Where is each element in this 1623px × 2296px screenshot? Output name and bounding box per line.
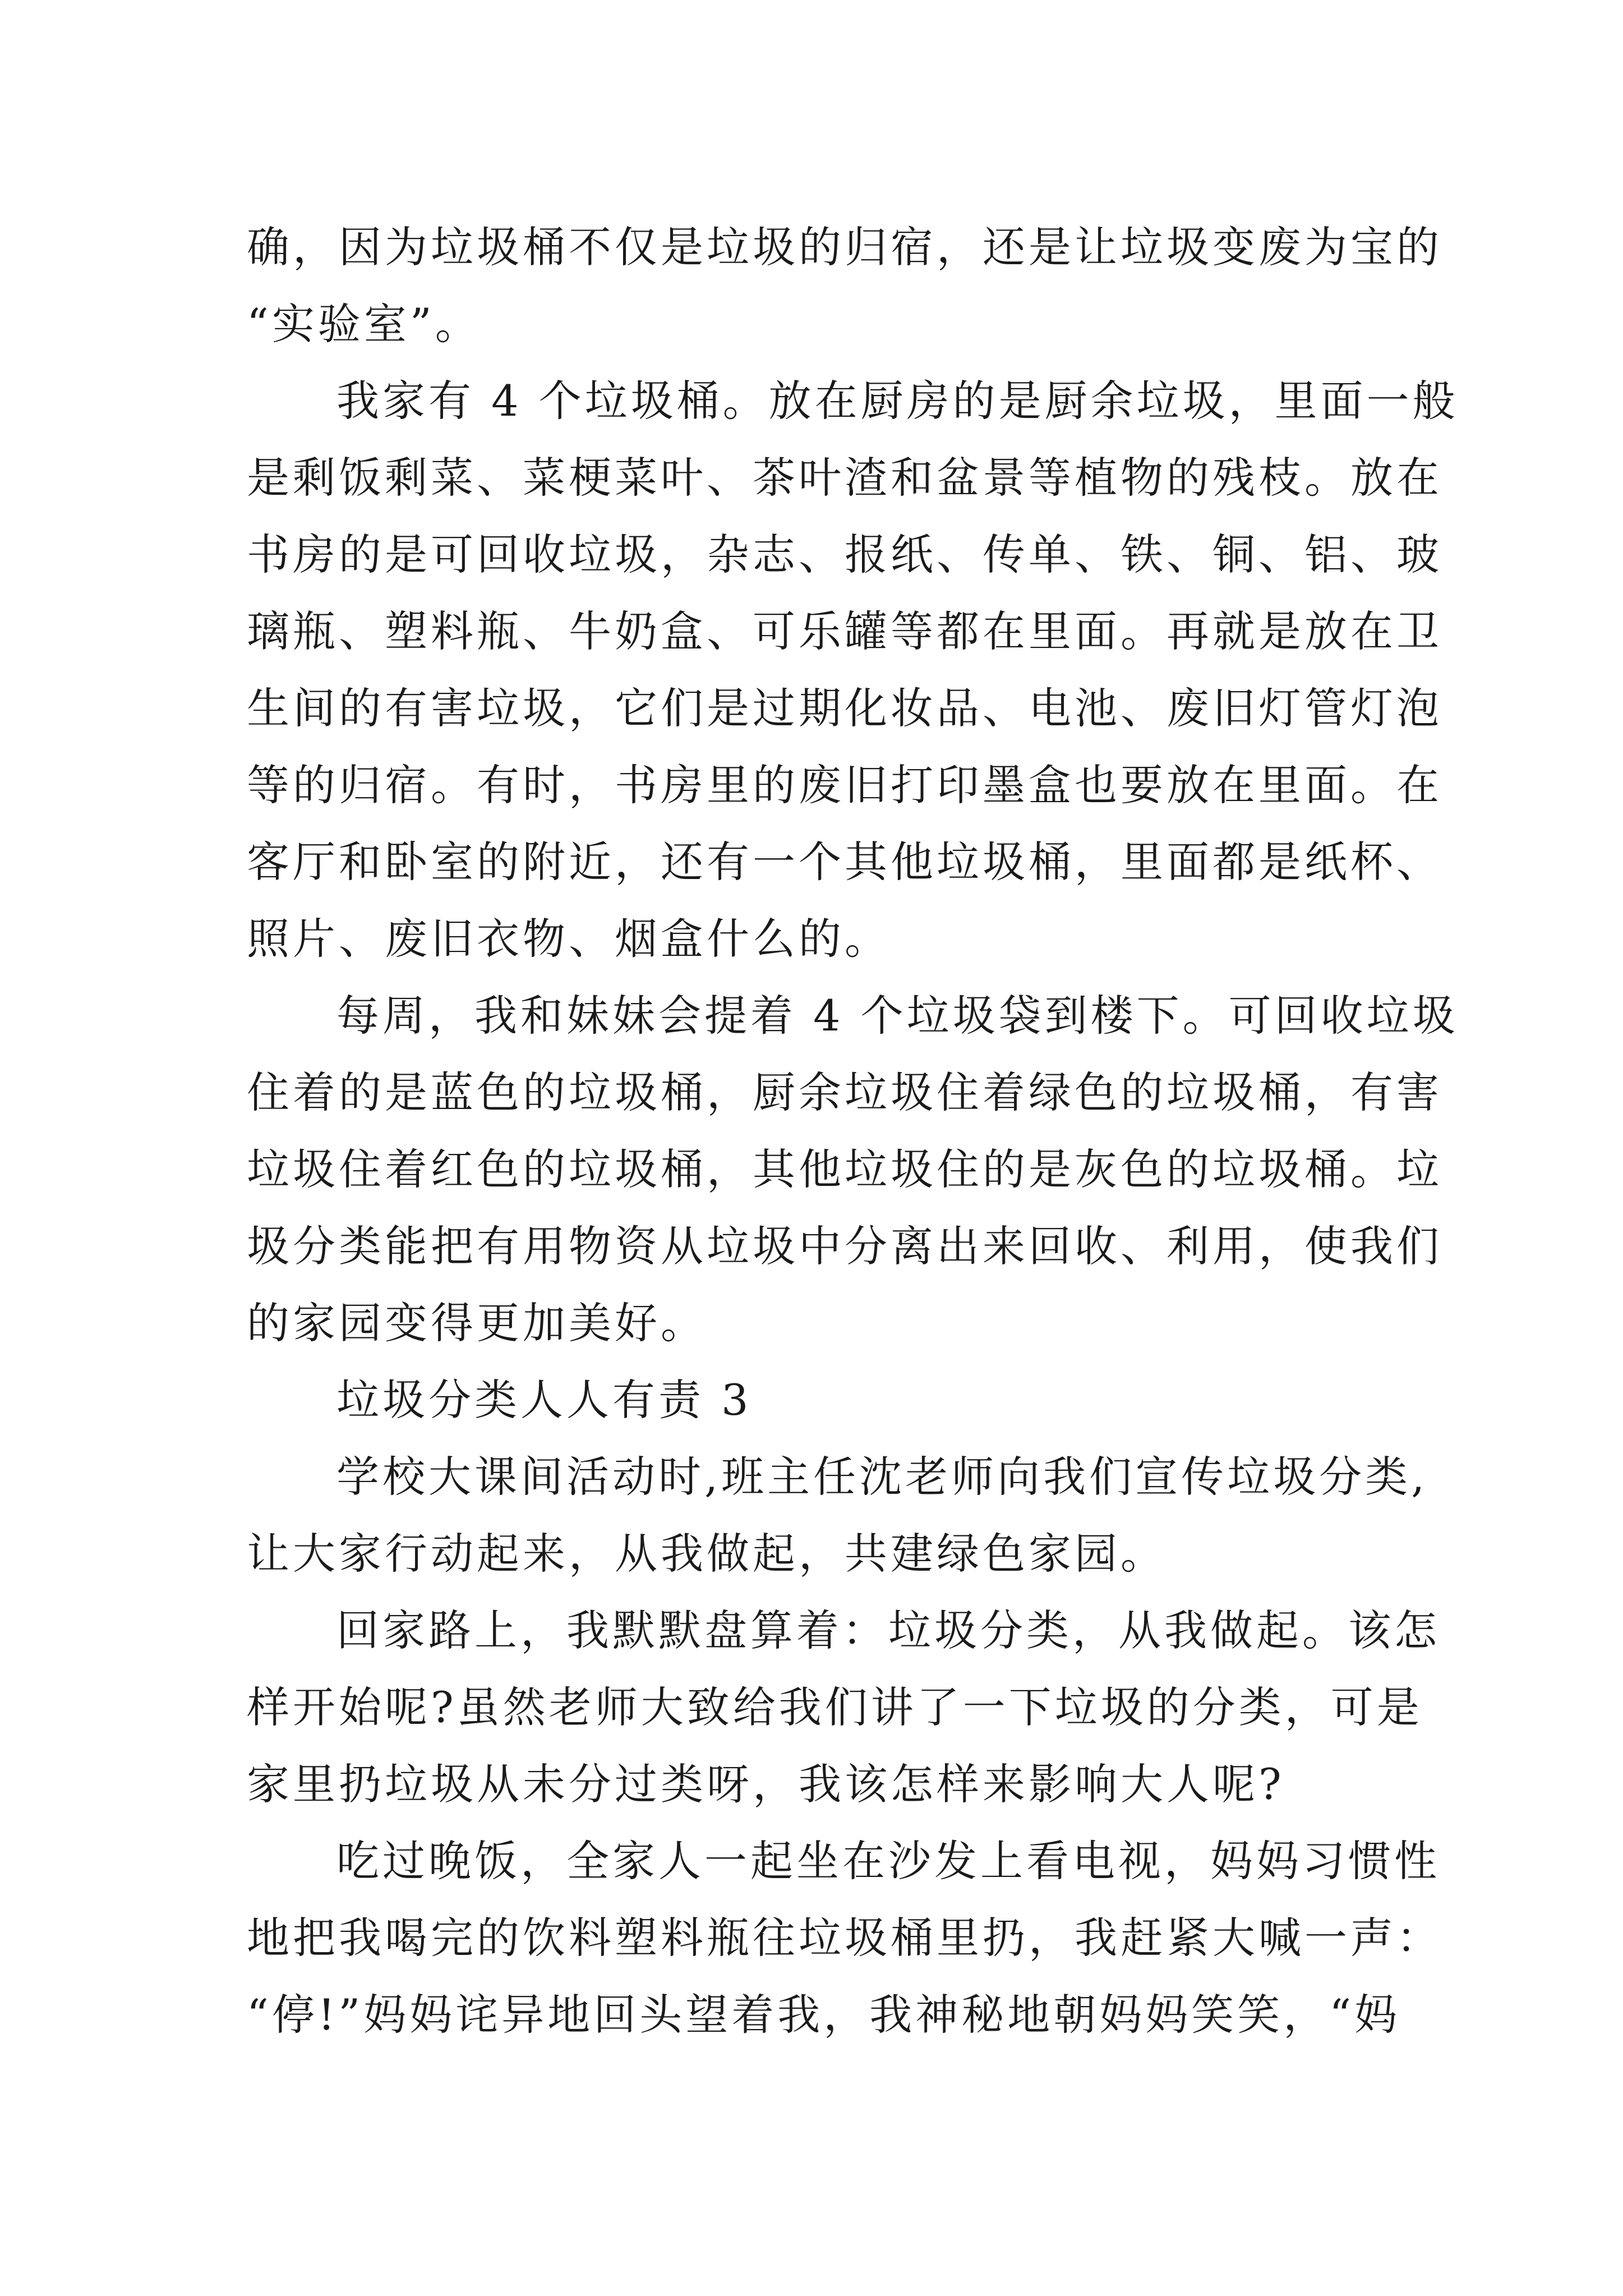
paragraph-1 — [247, 209, 1442, 362]
text-line: 每周，我和妹妹会提着 4 个垃圾袋到楼下。可回收垃圾 — [336, 991, 1459, 1041]
body-text — [247, 209, 1459, 2053]
text-line: 家里扔垃圾从未分过类呀，我该怎样来影响大人呢? — [247, 1759, 1285, 1809]
text-line: 地把我喝完的饮料塑料瓶往垃圾桶里扔，我赶紧大喊一声： — [247, 1913, 1442, 1963]
text-line: 垃圾住着红色的垃圾桶，其他垃圾住的是灰色的垃圾桶。垃 — [247, 1144, 1442, 1194]
text-line: 的家园变得更加美好。 — [247, 1298, 707, 1348]
text-line: “停!”妈妈诧异地回头望着我，我神秘地朝妈妈笑笑，“妈 — [247, 1990, 1401, 2040]
text-line: 样开始呢?虽然老师大致给我们讲了一下垃圾的分类，可是 — [247, 1682, 1423, 1732]
text-line: 吃过晚饭，全家人一起坐在沙发上看电视，妈妈习惯性 — [336, 1836, 1440, 1886]
text-line: 学校大课间活动时,班主任沈老师向我们宣传垃圾分类, — [336, 1452, 1428, 1502]
text-line: 照片、废旧衣物、烟盒什么的。 — [247, 914, 891, 964]
text-line: 书房的是可回收垃圾，杂志、报纸、传单、铁、铜、铝、玻 — [247, 530, 1442, 579]
text-line: 客厅和卧室的附近，还有一个其他垃圾桶，里面都是纸杯、 — [247, 837, 1442, 887]
paragraph-2 — [247, 362, 1459, 977]
text-line: 等的归宿。有时，书房里的废旧打印墨盒也要放在里面。在 — [247, 760, 1442, 810]
text-line: 圾分类能把有用物资从垃圾中分离出来回收、利用，使我们 — [247, 1221, 1442, 1271]
text-line: 是剩饭剩菜、菜梗菜叶、茶叶渣和盆景等植物的残枝。放在 — [247, 453, 1442, 503]
section-title: 垃圾分类人人有责 3 — [336, 1375, 752, 1425]
section-heading — [247, 1361, 1408, 1438]
text-line: 生间的有害垃圾，它们是过期化妆品、电池、废旧灯管灯泡 — [247, 683, 1442, 733]
paragraph-7 — [247, 1823, 1442, 2053]
text-line: 让大家行动起来，从我做起，共建绿色家园。 — [247, 1529, 1166, 1579]
text-line: 住着的是蓝色的垃圾桶，厨余垃圾住着绿色的垃圾桶，有害 — [247, 1068, 1442, 1117]
text-line: 回家路上，我默默盘算着：垃圾分类，从我做起。该怎 — [336, 1605, 1440, 1655]
text-line: “实验室”。 — [247, 299, 481, 349]
text-line: 确，因为垃圾桶不仅是垃圾的归宿，还是让垃圾变废为宝的 — [247, 222, 1442, 272]
text-line: 璃瓶、塑料瓶、牛奶盒、可乐罐等都在里面。再就是放在卫 — [247, 606, 1442, 656]
text-line: 我家有 4 个垃圾桶。放在厨房的是厨余垃圾，里面一般 — [336, 376, 1459, 426]
paragraph-5 — [247, 1438, 1428, 1592]
paragraph-6 — [247, 1592, 1440, 1823]
paragraph-3 — [247, 977, 1459, 1361]
